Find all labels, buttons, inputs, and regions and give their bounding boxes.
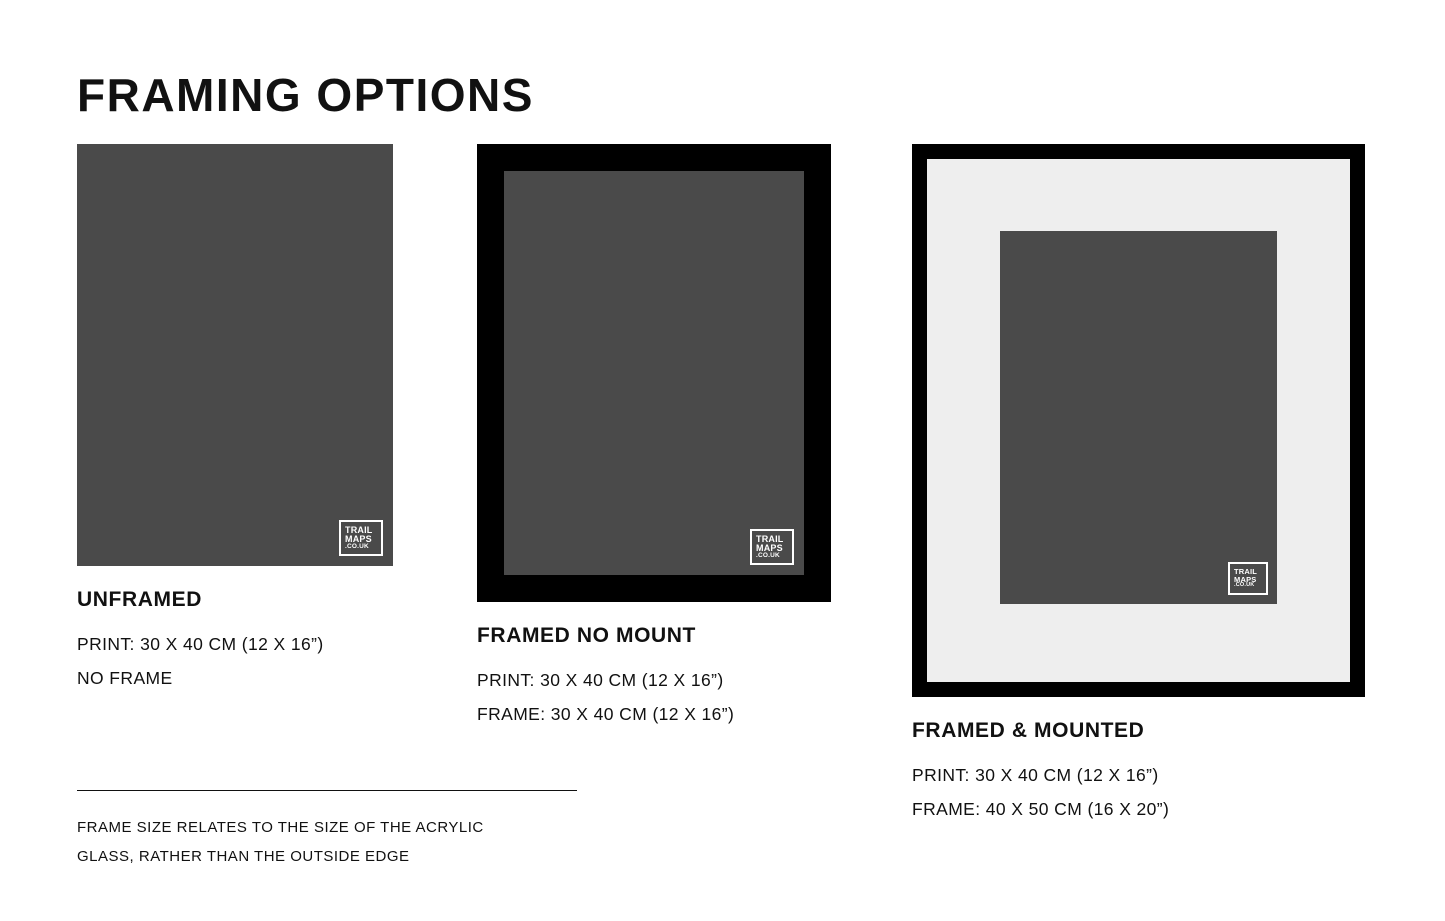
mount-board [927,159,1350,682]
logo-line-3: .CO.UK [756,551,780,559]
divider-rule [77,790,577,791]
footnote-line-1: FRAME SIZE RELATES TO THE SIZE OF THE ACRYLIC [77,819,484,836]
logo-line-3: .CO.UK [345,542,369,550]
logo-line-2: MAPS [756,542,783,553]
trailmaps-logo [1228,562,1268,595]
option-detail-print-size: PRINT: 30 X 40 CM (12 X 16”) [912,765,1159,785]
unframed-print-preview [77,144,393,566]
frame-border [912,144,1365,697]
logo-line-3: .CO.UK [1234,582,1255,589]
logo-line-1: TRAIL [345,524,373,535]
option-detail-frame-size: NO FRAME [77,668,173,688]
logo-line-1: TRAIL [1234,567,1258,577]
option-title-framed-and-mounted: FRAMED & MOUNTED [912,719,1145,742]
trailmaps-logo [750,529,794,565]
option-detail-frame-size: FRAME: 30 X 40 CM (12 X 16”) [477,704,735,724]
logo-line-1: TRAIL [756,533,784,544]
option-detail-frame-size: FRAME: 40 X 50 CM (16 X 20”) [912,799,1170,819]
page-title: FRAMING OPTIONS [77,68,534,121]
option-title-framed-no-mount: FRAMED NO MOUNT [477,624,696,647]
logo-line-2: MAPS [1234,574,1257,584]
option-detail-print-size: PRINT: 30 X 40 CM (12 X 16”) [77,634,324,654]
framing-option-framed-no-mount [477,144,897,725]
mounted-print-preview [1000,231,1277,604]
trailmaps-logo [339,520,383,556]
footnote-line-2: GLASS, RATHER THAN THE OUTSIDE EDGE [77,848,410,865]
frame-border [477,144,831,602]
footnote [77,790,597,877]
logo-line-2: MAPS [345,533,372,544]
framing-option-framed-and-mounted [912,144,1372,820]
option-title-unframed: UNFRAMED [77,588,202,611]
option-detail-print-size: PRINT: 30 X 40 CM (12 X 16”) [477,670,724,690]
framing-option-unframed [77,144,497,689]
framed-print-preview [504,171,804,575]
